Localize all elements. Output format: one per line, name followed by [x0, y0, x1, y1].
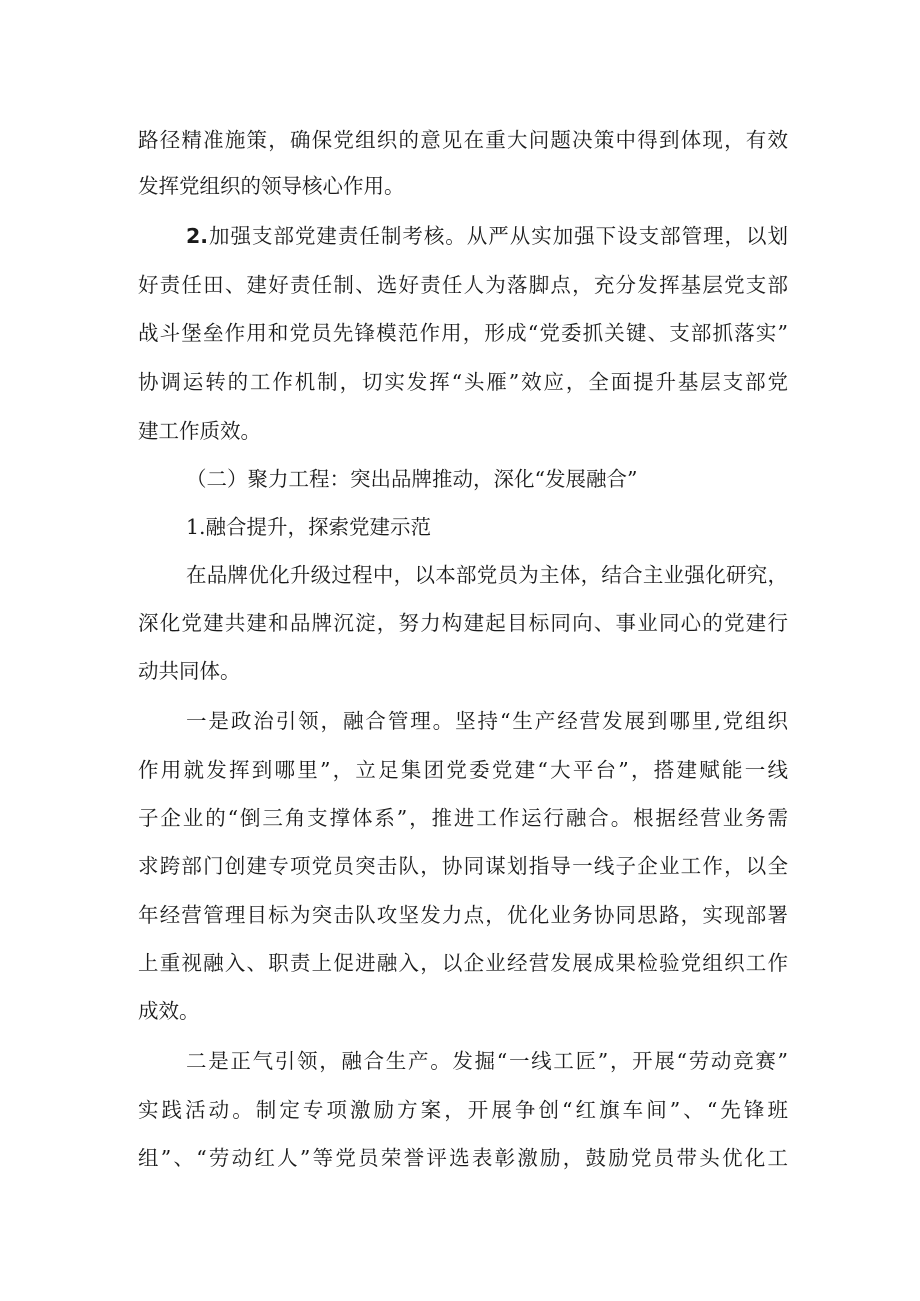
paragraph-5-line-3: 组”、“劳动红人”等党员荣誉评选表彰激励，鼓励党员带头优化工 — [138, 1146, 788, 1170]
paragraph-4-line-6: 上重视融入、职责上促进融入，以企业经营发展成果检验党组织工作 — [138, 951, 788, 975]
paragraph-1-line-1: 路径精准施策，确保党组织的意见在重大问题决策中得到体现，有效 — [138, 128, 788, 152]
paragraph-3-line-2: 深化党建共建和品牌沉淀，努力构建起目标同向、事业同心的党建行 — [138, 611, 788, 635]
paragraph-1-line-2: 发挥党组织的领导核心作用。 — [138, 174, 405, 198]
paragraph-4-line-7: 成效。 — [138, 999, 200, 1023]
section-heading: （二）聚力工程：突出品牌推动，深化“发展融合” — [186, 467, 638, 491]
paragraph-4-line-1: 一是政治引领，融合管理。坚持“生产经营发展到哪里,党组织 — [186, 709, 788, 733]
paragraph-2-line-3: 战斗堡垒作用和党员先锋模范作用，形成“党委抓关键、支部抓落实” — [138, 321, 788, 345]
paragraph-4-line-2: 作用就发挥到哪里”，立足集团党委党建“大平台”，搭建赋能一线 — [138, 758, 788, 782]
paragraph-2-line-1 — [186, 223, 788, 249]
paragraph-4-line-3: 子企业的“倒三角支撑体系”，推进工作运行融合。根据经营业务需 — [138, 806, 788, 830]
paragraph-3-line-3: 动共同体。 — [138, 659, 241, 683]
paragraph-4-line-4: 求跨部门创建专项党员突击队，协同谋划指导一线子企业工作，以全 — [138, 854, 788, 878]
paragraph-3-line-1: 在品牌优化升级过程中，以本部党员为主体，结合主业强化研究， — [186, 563, 788, 587]
paragraph-2-line-2: 好责任田、建好责任制、选好责任人为落脚点，充分发挥基层党支部 — [138, 273, 788, 297]
paragraph-2-line-1-text: 加强支部党建责任制考核。从严从实加强下设支部管理，以划 — [208, 224, 788, 248]
paragraph-2-line-4: 协调运转的工作机制，切实发挥“头雁”效应，全面提升基层支部党 — [138, 370, 788, 394]
subsection-heading: 1.融合提升，探索党建示范 — [186, 515, 432, 539]
paragraph-4-line-5: 年经营管理目标为突击队攻坚发力点，优化业务协同思路，实现部署 — [138, 903, 788, 927]
item-number: 2. — [186, 224, 209, 248]
paragraph-2-line-5: 建工作质效。 — [138, 419, 261, 443]
paragraph-5-line-1: 二是正气引领，融合生产。发掘“一线工匠”，开展“劳动竞赛” — [186, 1049, 788, 1073]
paragraph-5-line-2: 实践活动。制定专项激励方案，开展争创“红旗车间”、“先锋班 — [138, 1098, 788, 1122]
